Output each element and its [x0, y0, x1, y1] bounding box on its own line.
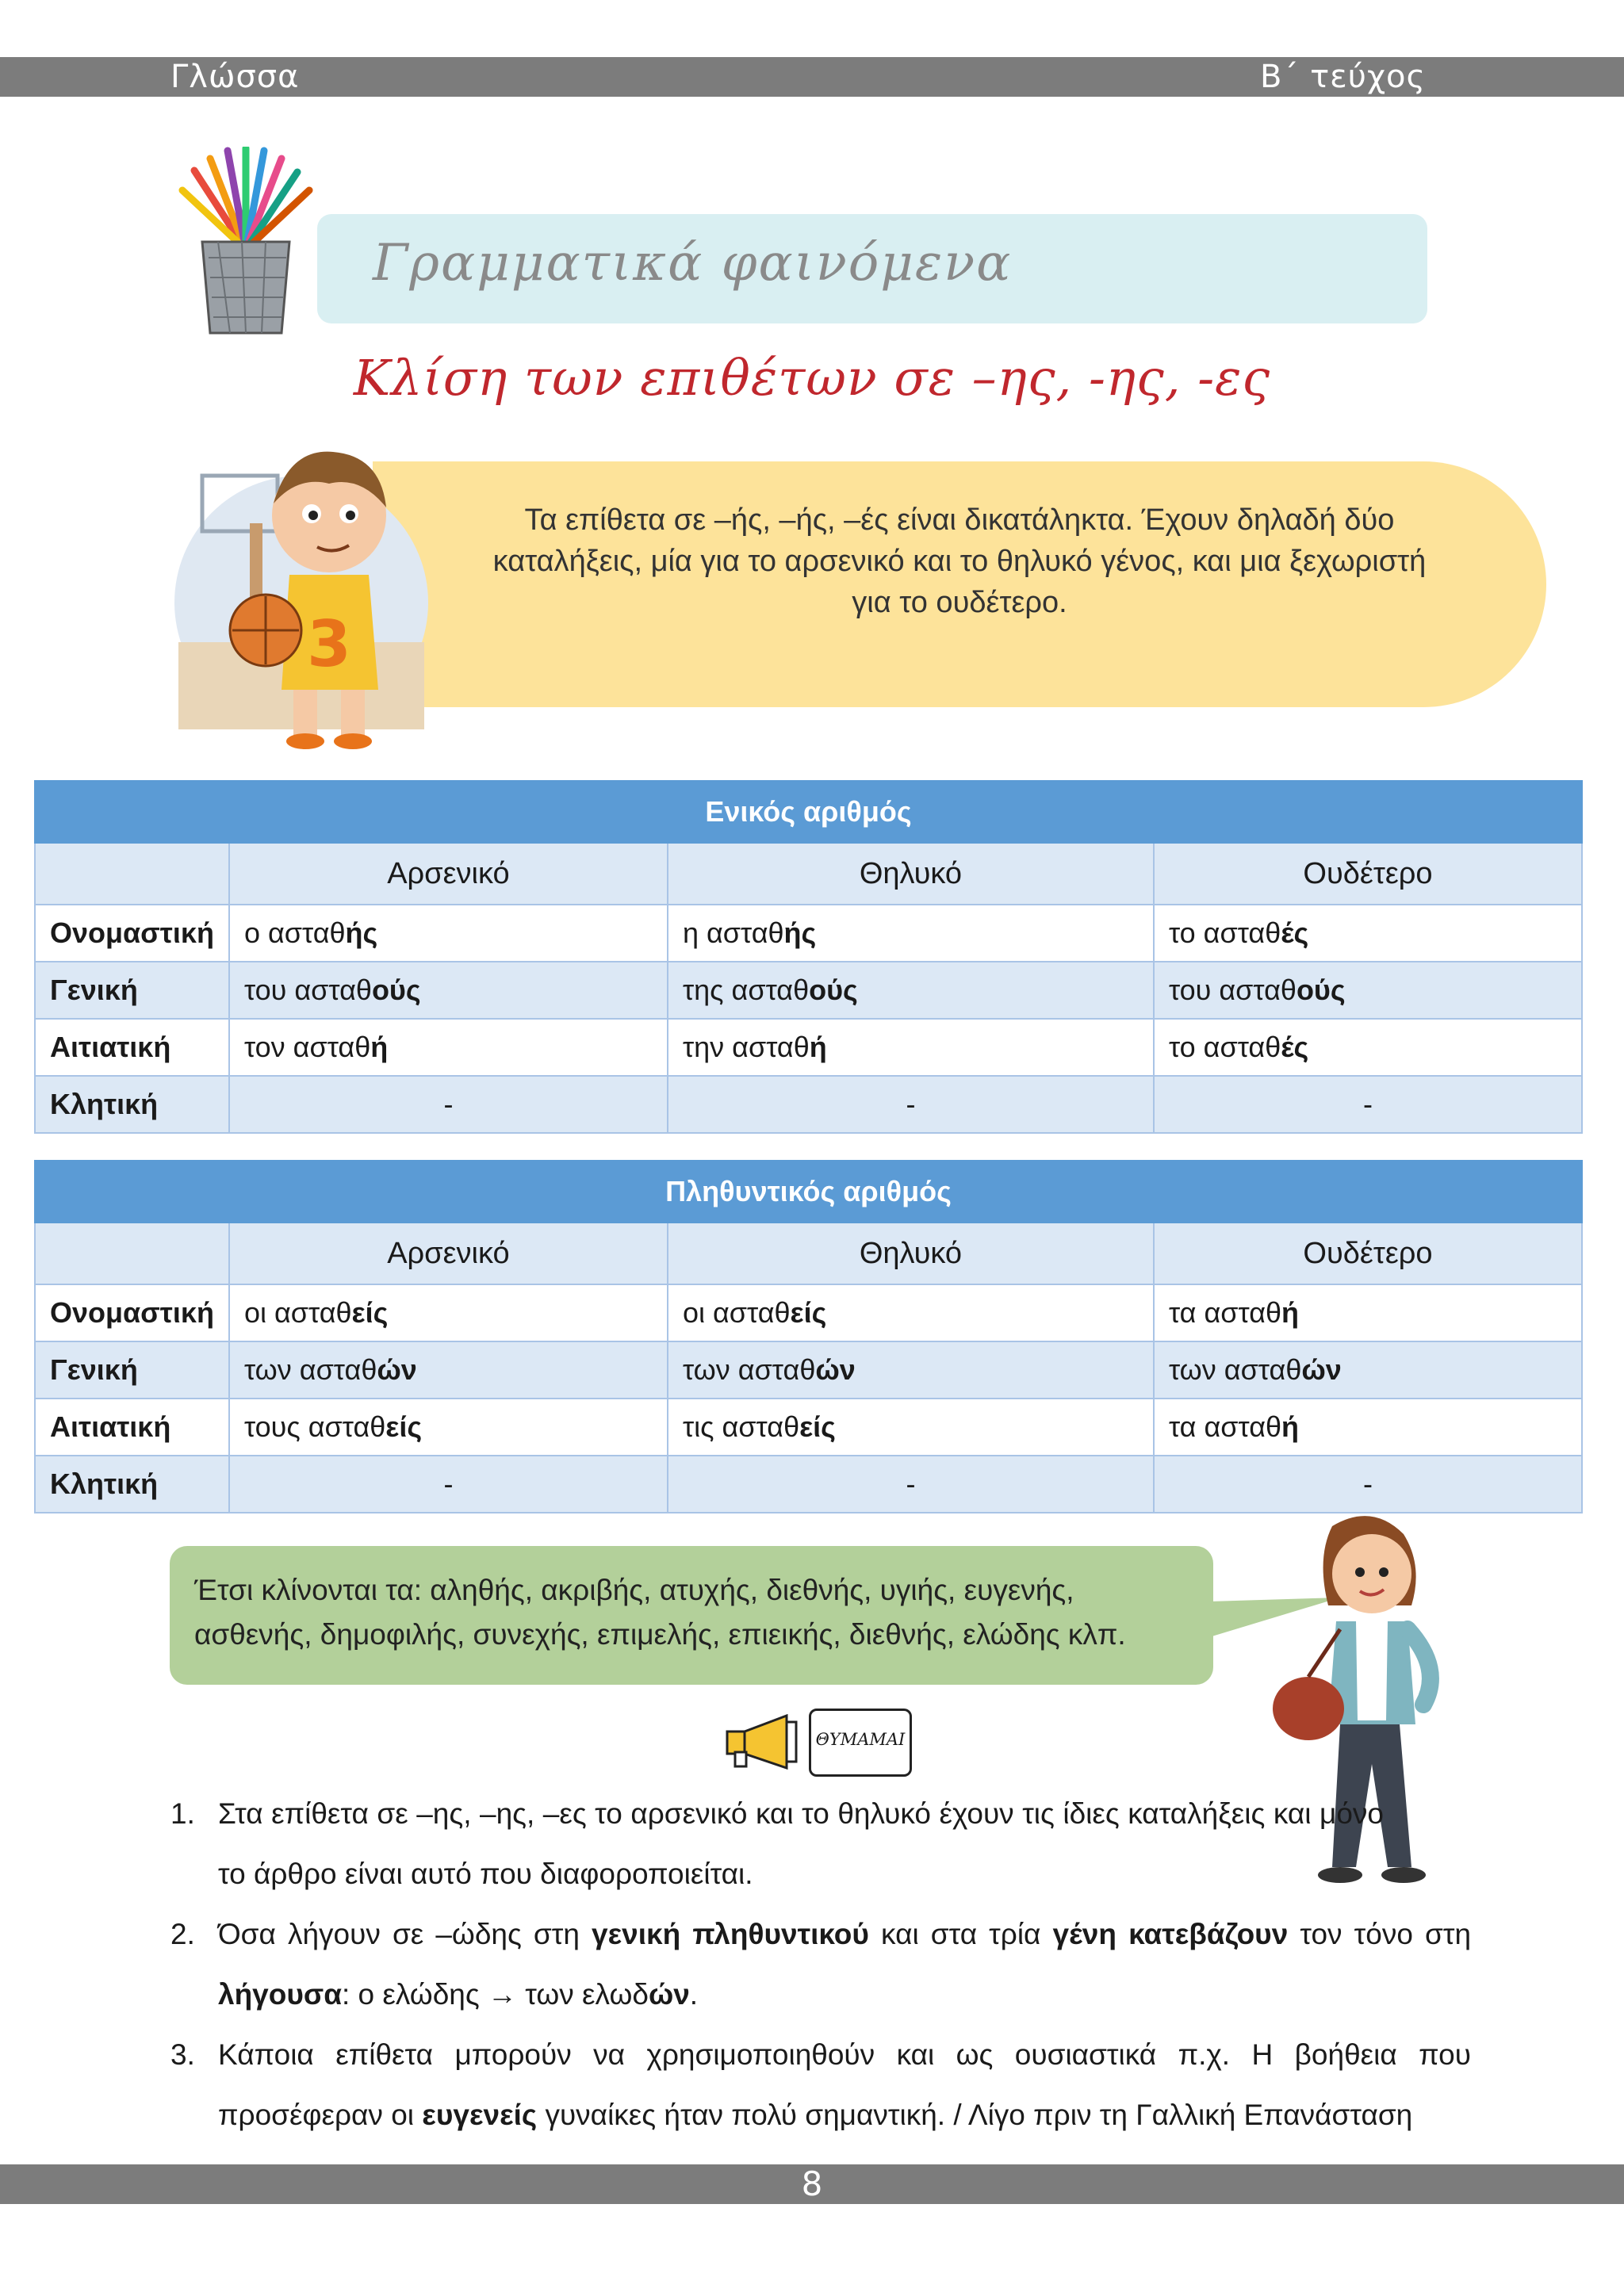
table-cell: τις ασταθείς — [668, 1399, 1154, 1456]
list-item — [170, 2025, 1471, 2145]
table-cell: τον ασταθή — [229, 1019, 668, 1076]
table-row — [35, 962, 1582, 1019]
list-number: 3. — [170, 2038, 195, 2071]
table-cell: - — [1154, 1076, 1582, 1133]
column-header: Αρσενικό — [229, 1223, 668, 1284]
table-cell: - — [668, 1076, 1154, 1133]
table-row — [35, 905, 1582, 962]
case-label: Γενική — [35, 1341, 229, 1399]
column-header: Ουδέτερο — [1154, 843, 1582, 905]
table-cell: το ασταθές — [1154, 1019, 1582, 1076]
table-cell: των ασταθών — [668, 1341, 1154, 1399]
table-row — [35, 1284, 1582, 1341]
table-cell: της ασταθούς — [668, 962, 1154, 1019]
footer-bar — [0, 2164, 1624, 2204]
table-cell: του ασταθούς — [1154, 962, 1582, 1019]
corner-cell — [35, 1223, 229, 1284]
page-subtitle: Κλίση των επιθέτων σε –ης, -ης, -ες — [353, 349, 1271, 407]
list-item — [170, 1904, 1471, 2025]
pencil-cup-icon — [170, 147, 321, 341]
intro-line: Τα επίθετα σε –ής, –ής, –ές είναι δικατάληκτα. Έχουν δηλαδή δύο — [524, 503, 1395, 537]
remember-badge — [809, 1709, 912, 1777]
table-cell: - — [1154, 1456, 1582, 1513]
case-label: Κλητική — [35, 1456, 229, 1513]
note-text: Στα επίθετα σε –ης, –ης, –ες το αρσενικό και το θηλυκό έχουν τις ίδιες καταλήξεις και μόνο το άρθρο είναι αυτό που διαφοροποιείται. — [218, 1797, 1384, 1890]
case-label: Γενική — [35, 962, 229, 1019]
svg-text:3: 3 — [307, 607, 351, 681]
basketball-boy-illustration — [170, 428, 432, 761]
table-cell: τα ασταθή — [1154, 1284, 1582, 1341]
table-row — [35, 1076, 1582, 1133]
table-cell: τους ασταθείς — [229, 1399, 668, 1456]
note-text: Κάποια επίθετα μπορούν να χρησιμοποιηθούν και ως ουσιαστικά π.χ. Η βοήθεια που προσέφεραν οι ευγενείς γυναίκες ήταν πολύ σημαντική. / Λίγο πριν τη Γαλλική Επανάσταση — [218, 2038, 1471, 2131]
intro-text — [428, 499, 1491, 623]
page-number: 8 — [801, 2164, 823, 2203]
corner-cell — [35, 843, 229, 905]
table-cell: ο ασταθής — [229, 905, 668, 962]
case-label: Ονομαστική — [35, 1284, 229, 1341]
note-text: Όσα λήγουν σε –ώδης στη γενική πληθυντικού και στα τρία γένη κατεβάζουν τον τόνο στη λήγουσα: ο ελώδης → των ελωδών. — [218, 1918, 1472, 2011]
table-cell: οι ασταθείς — [229, 1284, 668, 1341]
case-label: Αιτιατική — [35, 1399, 229, 1456]
column-header: Ουδέτερο — [1154, 1223, 1582, 1284]
singular-table — [34, 780, 1583, 1134]
table-cell: τα ασταθή — [1154, 1399, 1582, 1456]
table-row — [35, 1019, 1582, 1076]
list-number: 1. — [170, 1797, 195, 1830]
section-title: Γραμματικά φαινόμενα — [373, 234, 1013, 293]
column-header: Θηλυκό — [668, 1223, 1154, 1284]
column-header: Θηλυκό — [668, 843, 1154, 905]
table-cell: των ασταθών — [1154, 1341, 1582, 1399]
arrow-icon: → — [487, 1978, 517, 2011]
table-cell: του ασταθούς — [229, 962, 668, 1019]
table-cell: το ασταθές — [1154, 905, 1582, 962]
column-header: Αρσενικό — [229, 843, 668, 905]
plural-table-title: Πληθυντικός αριθμός — [35, 1161, 1582, 1223]
plural-table — [34, 1160, 1583, 1513]
case-label: Ονομαστική — [35, 905, 229, 962]
case-label: Αιτιατική — [35, 1019, 229, 1076]
list-number: 2. — [170, 1918, 195, 1950]
table-row — [35, 1341, 1582, 1399]
examples-line: Έτσι κλίνονται τα: αληθής, ακριβής, ατυχής, διεθνής, υγιής, ευγενής, — [194, 1574, 1074, 1606]
list-item — [170, 1784, 1471, 1904]
examples-line: ασθενής, δημοφιλής, συνεχής, επιμελής, επιεικής, διεθνής, ελώδης κλπ. — [194, 1618, 1126, 1651]
table-row — [35, 1399, 1582, 1456]
case-label: Κλητική — [35, 1076, 229, 1133]
table-cell: η ασταθής — [668, 905, 1154, 962]
examples-text — [194, 1568, 1209, 1657]
table-cell: - — [229, 1076, 668, 1133]
table-cell: - — [668, 1456, 1154, 1513]
table-row — [35, 1456, 1582, 1513]
table-cell: την ασταθή — [668, 1019, 1154, 1076]
header-subject: Γλώσσα — [170, 59, 300, 95]
singular-table-title: Ενικός αριθμός — [35, 781, 1582, 843]
header-volume: Β΄ τεύχος — [1259, 59, 1426, 95]
megaphone-icon — [723, 1714, 806, 1770]
table-cell: οι ασταθείς — [668, 1284, 1154, 1341]
remember-label: ΘΥΜΑΜΑΙ — [815, 1730, 906, 1749]
intro-line: για το ουδέτερο. — [852, 586, 1067, 619]
table-cell: - — [229, 1456, 668, 1513]
table-cell: των ασταθών — [229, 1341, 668, 1399]
notes-list — [170, 1784, 1471, 2145]
header-bar — [0, 57, 1624, 97]
intro-line: καταλήξεις, μία για το αρσενικό και το θηλυκό γένος, και μια ξεχωριστή — [492, 545, 1427, 578]
